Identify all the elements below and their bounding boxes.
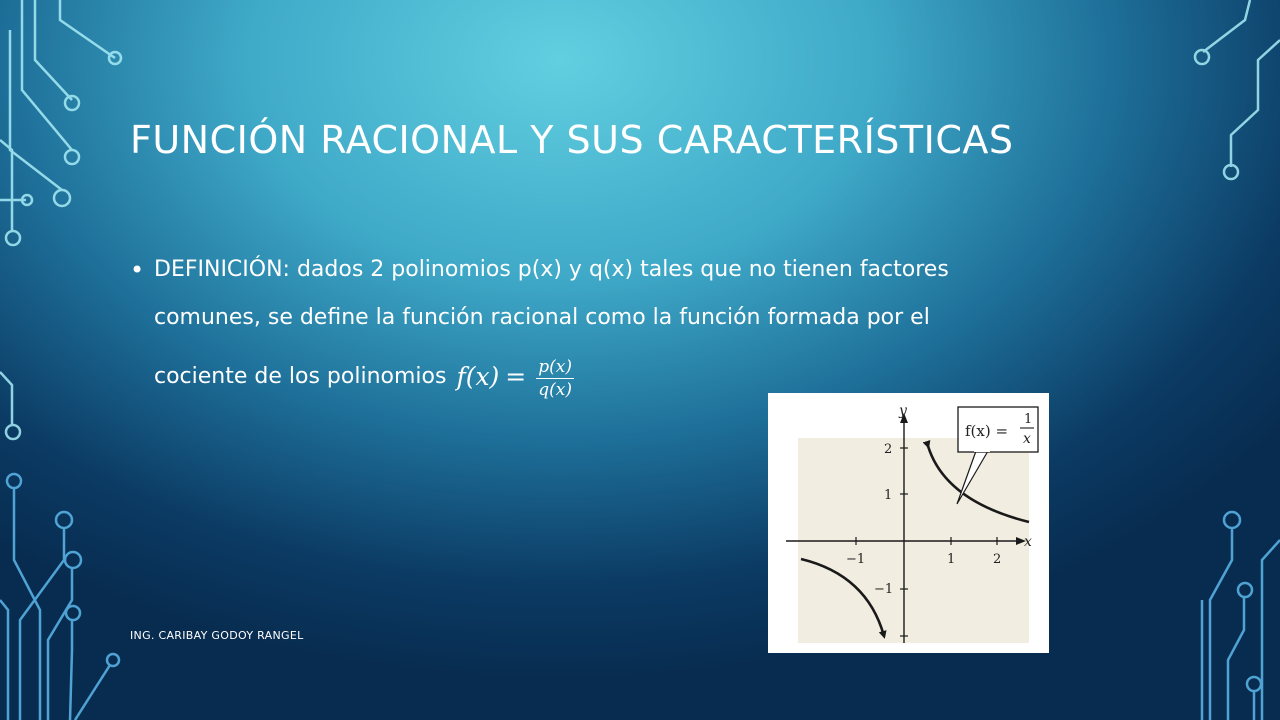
formula-fraction <box>536 356 574 401</box>
slide-footer: ING. CARIBAY GODOY RANGEL <box>130 629 304 642</box>
y-tick-label-neg1: −1 <box>874 582 894 597</box>
y-tick-label-2: 2 <box>884 442 893 457</box>
x-tick-label-2: 2 <box>993 552 1002 567</box>
definition-bullet <box>130 246 1090 412</box>
function-callout-label: f(x) = <box>965 422 1009 440</box>
function-callout-denominator: x <box>1023 431 1031 447</box>
x-tick-label-neg1: −1 <box>846 552 866 567</box>
bullet-icon: • <box>130 256 145 284</box>
formula-denominator: q(x) <box>538 380 572 400</box>
formula-equals: = <box>505 362 527 391</box>
definition-line-2: comunes, se define la función racional como la función formada por el <box>154 305 930 330</box>
y-axis-label: y <box>899 403 907 419</box>
hyperbola-graph <box>768 393 1049 653</box>
graph-svg <box>768 393 1049 653</box>
formula-numerator: p(x) <box>538 357 572 377</box>
definition-line-3-text: cociente de los polinomios <box>154 364 447 389</box>
y-tick-label-1: 1 <box>884 488 893 503</box>
x-tick-label-1: 1 <box>947 552 956 567</box>
x-axis-label: x <box>1024 534 1032 550</box>
definition-block <box>130 246 1090 412</box>
function-callout-numerator: 1 <box>1024 412 1033 427</box>
rational-function-formula <box>456 353 574 401</box>
definition-line-1: DEFINICIÓN: dados 2 polinomios p(x) y q(x) tales que no tienen factores <box>154 257 949 282</box>
formula-lhs: f(x) <box>456 362 500 391</box>
slide-title: FUNCIÓN RACIONAL Y SUS CARACTERÍSTICAS <box>130 118 1014 162</box>
